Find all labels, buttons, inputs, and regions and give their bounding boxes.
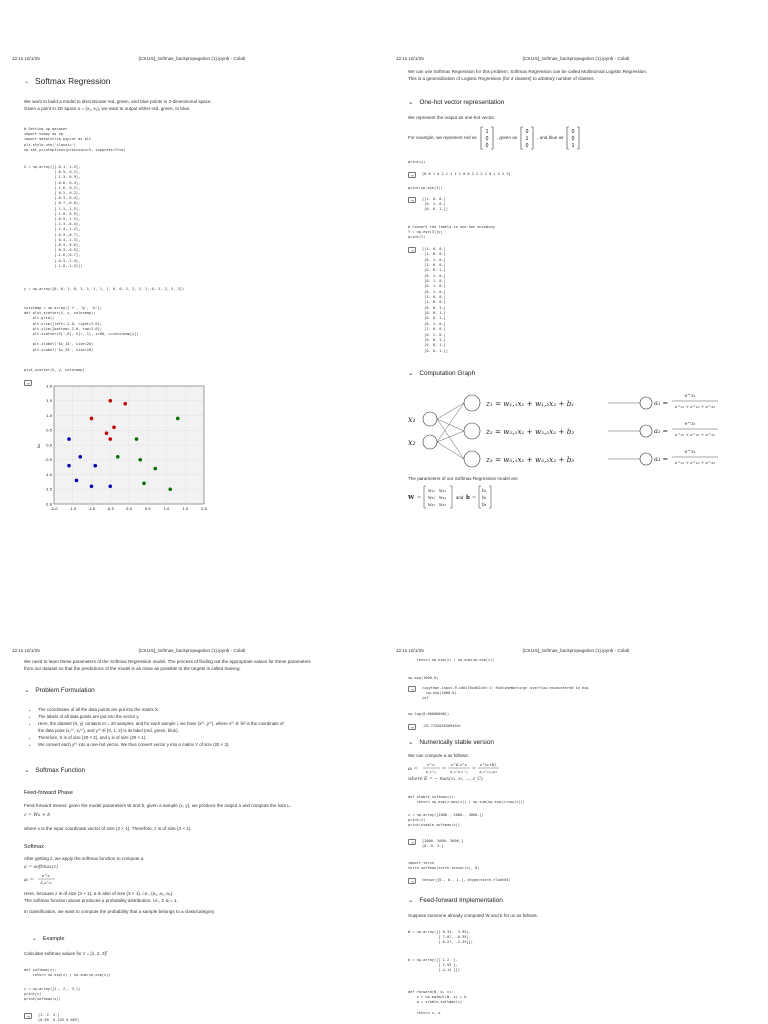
output-text: -20.72326583694641 <box>422 724 461 728</box>
section-title: Feed-forward Implementation <box>419 896 503 904</box>
intro-text <box>24 98 364 112</box>
svg-text:Σⱼ e^(zⱼ+K): Σⱼ e^(zⱼ+K) <box>479 770 497 774</box>
svg-text:Σⱼ e^zⱼ: Σⱼ e^zⱼ <box>425 770 437 774</box>
svg-text:=: = <box>442 766 447 772</box>
z-equations <box>485 399 574 464</box>
data-point <box>168 487 172 491</box>
svg-text:e^K e^zᵢ: e^K e^zᵢ <box>450 763 468 767</box>
x-tick-label: -1.0 <box>87 507 96 511</box>
section-title: Computation Graph <box>419 369 476 377</box>
svg-text:w₃₂: w₃₂ <box>439 502 446 507</box>
code-cell-plot-fn[interactable]: colormap = np.array(['r', 'g', 'b']) def plot_scatter(X, y, colormap): plt.grid() plt.xlim([left=-2.0, right=2.0]) plt.ylim([bottom=-2.0, top=2.0]) plt.scatter(X[:,0], X[:, 1], s=80, c=colormap[y]) plt.xlabel('$x_1$', size=20) plt.ylabel('$x_2$', size=20) <box>24 306 139 352</box>
svg-text:e^z₁ + e^z₂ + e^z₃: e^z₁ + e^z₂ + e^z₃ <box>674 404 716 409</box>
print-datetime: 12:11 16/1/25 <box>396 56 424 61</box>
code-stable-softmax[interactable]: def stable_softmax(z): return np.exp(z-max(z)) / np.sum(np.exp(z-max(z))) <box>408 795 525 805</box>
stable-text: We can compute a as follows: <box>408 753 469 758</box>
code-exp-1000[interactable]: np.exp(1000.0) <box>408 676 439 680</box>
chevron-down-icon[interactable]: ⌄ <box>24 767 30 774</box>
output-text: [1000. 2000. 3000.] [0. 0. 1.] <box>422 839 464 849</box>
svg-text:e^z₃: e^z₃ <box>684 450 696 455</box>
chevron-down-icon[interactable]: ⌄ <box>408 739 414 746</box>
svg-text:Σⱼ e^K e^zⱼ: Σⱼ e^K e^zⱼ <box>449 770 469 774</box>
intro-text <box>408 68 758 82</box>
page-3 <box>0 512 384 1024</box>
print-header <box>396 56 756 61</box>
svg-text:e^z₁ + e^z₂ + e^z₃: e^z₁ + e^z₂ + e^z₃ <box>674 460 716 465</box>
svg-text:b₁: b₁ <box>482 488 487 493</box>
print-header <box>12 56 372 61</box>
section-title: Problem Formulation <box>35 686 95 694</box>
list-item: • We convert each y⁽ⁱ⁾ into a one-hot vector. We thus convert vector y into a matrix Y of size (20 × 3). <box>38 741 374 748</box>
svg-text:b₂: b₂ <box>482 495 487 500</box>
svg-text:e^z₁: e^z₁ <box>684 394 696 399</box>
svg-text:=: = <box>472 495 477 501</box>
output-text: tensor([0., 0., 1.], dtype=torch.float64) <box>422 878 511 882</box>
para-2: from our dataset so that the predictions of the model is as close as possible to the targets is called training. <box>24 666 241 672</box>
params-text: The parameters of our Softmax Regression model are <box>408 476 518 481</box>
y-tick-label: 0.0 <box>46 443 52 448</box>
output-node-1 <box>640 397 652 409</box>
svg-text:w₁₂: w₁₂ <box>439 488 446 493</box>
data-point <box>105 431 109 435</box>
x-tick-label: -0.5 <box>106 507 114 511</box>
list-item: • The labels of all data points are put into the vector y. <box>38 713 374 720</box>
computation-graph-diagram <box>408 385 728 467</box>
x-tick-label: -2.0 <box>50 507 58 511</box>
example-text-a: For example, we represent red as <box>408 135 477 141</box>
para-3: We represent the output as one-hot vector. <box>408 115 495 120</box>
para-1: We need to learn these parameters of the Softmax Regression model. The process of finding out the appropriate values for these parameters <box>24 659 311 664</box>
section-title: Example <box>42 936 65 942</box>
section-computation-graph[interactable] <box>408 369 475 377</box>
output-text: [[1. 0. 0.] [0. 1. 0.] [0. 0. 1.]] <box>422 197 448 212</box>
one-hot-example <box>408 126 580 150</box>
data-point <box>138 458 142 462</box>
svg-text:z₃ = w₃,₁x₁ + w₃,₂x₂ + b₃: z₃ = w₃,₁x₁ + w₃,₂x₂ + b₃ <box>486 455 575 464</box>
chevron-down-icon[interactable]: ⌄ <box>32 936 37 942</box>
list-item-text-cont: the data point (x₁⁽ⁱ⁾, x₂⁽ⁱ⁾), and y⁽ⁱ⁾ ∈ {0, 1, 2} is its label (red, green, blue). <box>38 728 179 733</box>
svg-text:0: 0 <box>525 129 529 135</box>
section-title: Softmax Regression <box>35 76 111 86</box>
data-point <box>116 455 120 459</box>
data-point <box>78 455 82 459</box>
svg-text:and: and <box>456 495 464 500</box>
blue-onehot-vector <box>566 126 580 150</box>
code-softmax-def[interactable]: def softmax(z): return np.exp(z) / np.sum(np.exp(z)) <box>24 968 111 978</box>
code-onehot[interactable]: # Convert the labels to one-hot encoding Y = np.eye(3)[y] print(Y) <box>408 225 495 240</box>
formulation-list <box>24 706 374 748</box>
chevron-down-icon[interactable]: ⌄ <box>408 370 414 377</box>
svg-text:0: 0 <box>572 129 575 135</box>
output-print-eye <box>408 197 448 213</box>
svg-text:w₂₂: w₂₂ <box>439 495 446 500</box>
output-node-2 <box>640 425 652 437</box>
data-point <box>67 437 71 441</box>
input-x2-label: x₂ <box>408 438 416 447</box>
section-one-hot[interactable] <box>408 98 504 106</box>
data-point <box>153 467 157 471</box>
data-point <box>108 437 112 441</box>
size-text: where x is the input coordinate vector of size (2 × 1). Therefore, z is of size (3 × 1). <box>24 826 192 831</box>
print-header <box>396 648 756 653</box>
data-point <box>135 437 139 441</box>
svg-text:=: = <box>472 766 477 772</box>
x-tick-label: 1.5 <box>182 507 189 511</box>
para-7: The softmax function above produces a probability distribution, i.e., Σ aᵢ = 1. <box>24 898 178 904</box>
example-text-b: , green as <box>496 135 518 141</box>
stable-softmax-formula <box>408 761 538 775</box>
svg-text:z₂ = w₂,₁x₁ + w₂,₂x₂ + b₂: z₂ = w₂,₁x₁ + w₂,₂x₂ + b₂ <box>486 427 575 436</box>
section-problem-formulation[interactable] <box>24 686 95 694</box>
section-softmax-function[interactable] <box>24 766 85 774</box>
scatter-chart <box>32 380 212 526</box>
input-x1-label: x₁ <box>408 415 416 424</box>
svg-text:aᵢ =: aᵢ = <box>24 877 34 883</box>
code-W[interactable]: W = np.array([[ 0.31, 3.95], [ 7.07, -0.35], [-6.27, -2.33]]) <box>408 930 473 945</box>
output-exp-1000 <box>408 686 589 702</box>
red-onehot-vector <box>480 126 494 150</box>
x-tick-label: -1.5 <box>69 507 77 511</box>
y-tick-label: 1.5 <box>46 399 52 404</box>
data-point <box>123 402 127 406</box>
list-item: • The coordinates of all the data points are put into the matrix X. <box>38 706 374 713</box>
feedforward-text: Feed-forward means: given the model parameters W and b, given a sample (x, y), we produce the output a and compute the loss L. <box>24 803 292 808</box>
page-2 <box>384 0 768 512</box>
chevron-down-icon[interactable]: ⌄ <box>24 78 30 85</box>
feedforward-text: Suppose someone already computed W and b for us as follows. <box>408 913 538 918</box>
equation-a: a = softmax(z) <box>24 865 58 870</box>
print-datetime: 12:11 16/1/25 <box>12 56 40 61</box>
output-text: [[1. 0. 0.] [1. 0. 0.] [0. 1. 0.] [1. 0. 0.] [0. 0. 1.] [0. 1. 0.] [0. 1. 0.] [0. 1. 0.] [0. 1. 0.] [1. 0. 0.] [1. 0. 0.] [0. 0. 1.] [0. 0. 1.] [0. 0. 1.] [0. 1. 0.] [1. 0. 0.] [0. 1. 0.] [0. 0. 1.] [0. 0. 1.] [0. 0. 1.]] <box>422 247 448 353</box>
data-point <box>108 399 112 403</box>
y-tick-label: -1.5 <box>44 487 52 492</box>
data-point <box>67 464 71 468</box>
data-point <box>108 485 112 489</box>
output-toggle-icon[interactable]: ⇥ <box>408 878 416 884</box>
code-forward[interactable]: def forward(W, b, x): z = np.matmul(W, x) + b a = stable_softmax(z) return z, a <box>408 990 467 1015</box>
print-datetime: 12:11 16/1/25 <box>12 648 40 653</box>
chevron-down-icon[interactable]: ⌄ <box>408 897 414 904</box>
output-stable <box>408 839 463 849</box>
example-text-c: , and blue as <box>537 135 564 141</box>
section-title: Softmax Function <box>35 766 86 774</box>
section-title: One-hot vector representation <box>419 98 505 106</box>
section-example[interactable] <box>32 936 64 942</box>
code-cell-setup[interactable]: # Setting up dataset import numpy as np import matplotlib.pyplot as plt plt.style.use('classic') np.set_printoptions(precision=3, suppress=True) <box>24 127 126 152</box>
para-1: We can use Softmax Regression for this problem. Softmax Regression can be called Multinomial Logistic Regression. <box>408 69 648 74</box>
parameter-matrices <box>408 484 518 510</box>
output-node-3 <box>640 453 652 465</box>
data-point <box>75 479 79 483</box>
code-torch[interactable]: import torch torch.softmax(torch.tensor(z), 0) <box>408 861 480 871</box>
code-log[interactable]: np.log(0.000000001) <box>408 712 450 716</box>
subsection-softmax: Softmax <box>24 844 44 850</box>
code-b[interactable]: b = np.array([[ 1.2 ], [ 2.93 ], [-4.14 ]]) <box>408 958 460 973</box>
page-4 <box>384 512 768 1024</box>
svg-text:e^(zᵢ+K): e^(zᵢ+K) <box>480 763 496 767</box>
data-point <box>112 426 116 430</box>
y-tick-label: 1.0 <box>46 413 52 418</box>
svg-text:Σⱼ e^zⱼ: Σⱼ e^zⱼ <box>40 881 52 885</box>
softmax-explain <box>24 890 374 916</box>
output-torch <box>408 878 511 884</box>
code-cell-y[interactable]: y = np.array([0, 0, 1, 0, 2, 1, 1, 1, 1, 0, 0, 2, 2, 2, 1, 0, 1, 2, 2, 2]) <box>24 287 185 291</box>
output-toggle-icon[interactable]: ⇥ <box>408 172 416 178</box>
chevron-down-icon[interactable]: ⌄ <box>408 99 414 106</box>
section-softmax-regression[interactable] <box>24 76 110 86</box>
svg-text:a₂ =: a₂ = <box>654 427 668 435</box>
output-text: [1. 2. 3.] [0.09 0.245 0.665] <box>38 1013 80 1023</box>
svg-text:1: 1 <box>572 143 575 149</box>
svg-text:w₂₁: w₂₁ <box>428 495 435 500</box>
example-text: Calculate softmax values for z = [1, 2, 3]ᵀ <box>24 951 108 956</box>
softmax-formula <box>24 872 64 886</box>
svg-text:e^z₂: e^z₂ <box>684 422 696 427</box>
x-tick-label: 1.0 <box>163 507 170 511</box>
input-node-x2 <box>423 435 437 449</box>
code-return-line[interactable]: return np.exp(z) / np.sum(np.exp(z)) <box>408 658 495 662</box>
input-node-x1 <box>423 412 437 426</box>
list-item <box>38 720 374 734</box>
print-title: [CS115]_softmax_backpropagation (1).ipynb - Colab <box>138 648 246 653</box>
y-tick-labels <box>45 384 53 506</box>
chevron-down-icon[interactable]: ⌄ <box>24 687 30 694</box>
intro-line-2: Given a point in 2D space x = (x₁, x₂), we want to output either red, green, or blue. <box>24 106 191 112</box>
subsection-feedforward: Feed-forward Phase <box>24 790 73 796</box>
code-stable-call[interactable]: z = np.array([1000., 2000., 3000.]) print(z) print(stable_softmax(z)) <box>408 813 484 828</box>
code-softmax-call[interactable]: z = np.array([1., 2., 3.]) print(z) print(softmax(z)) <box>24 987 81 1002</box>
output-toggle-icon[interactable]: ⇥ <box>408 197 416 203</box>
svg-text:e^zᵢ: e^zᵢ <box>41 873 51 878</box>
y-tick-label: -0.5 <box>44 458 52 463</box>
code-print-eye[interactable]: print(np.eye(3)) <box>408 186 443 190</box>
para-2: This is a generalization of Logistic Regression (for 2 classes) to arbitrary number of classes. <box>408 76 595 82</box>
para-6: Here, because z is of size (3 × 1), a is also of size (3 × 1), i.e., (a₁, a₂, a₃). <box>24 891 174 896</box>
output-toggle-icon[interactable]: ⇥ <box>24 1013 32 1019</box>
section-title: Numerically stable version <box>419 738 494 746</box>
output-toggle-icon[interactable]: ⇥ <box>408 839 416 845</box>
svg-text:z₁ = w₁,₁x₁ + w₁,₂x₂ + b₁: z₁ = w₁,₁x₁ + w₁,₂x₂ + b₁ <box>486 399 575 408</box>
y-tick-label: 2.0 <box>46 384 52 389</box>
training-text <box>24 658 374 672</box>
output-toggle-icon[interactable]: ⇥ <box>24 380 32 386</box>
page-1 <box>0 0 384 512</box>
print-title: [CS115]_softmax_backpropagation (1).ipynb - Colab <box>522 56 630 61</box>
hidden-node-3 <box>464 451 480 467</box>
data-point <box>176 417 180 421</box>
svg-text:e^z₁ + e^z₂ + e^z₃: e^z₁ + e^z₂ + e^z₃ <box>674 432 716 437</box>
x-tick-label: 0.0 <box>126 507 132 511</box>
y-axis-label: x₂ <box>36 443 42 449</box>
output-log <box>408 724 461 730</box>
svg-text:0: 0 <box>525 143 529 149</box>
output-toggle-icon[interactable]: ⇥ <box>408 724 416 730</box>
print-title: [CS115]_softmax_backpropagation (1).ipynb - Colab <box>522 648 630 653</box>
y-tick-label: 0.5 <box>46 428 52 433</box>
output-toggle-icon[interactable]: ⇥ <box>408 247 416 253</box>
code-print-y[interactable]: print(y) <box>408 160 426 164</box>
y-tick-label: -2.0 <box>44 502 52 507</box>
svg-text:b: b <box>466 495 470 501</box>
hidden-node-2 <box>464 423 480 439</box>
x-tick-label: 2.0 <box>201 507 207 511</box>
hidden-node-1 <box>464 395 480 411</box>
svg-text:aᵢ =: aᵢ = <box>408 766 418 772</box>
svg-text:w₃₁: w₃₁ <box>428 502 435 507</box>
green-onehot-vector <box>520 126 534 150</box>
svg-text:=: = <box>417 495 422 501</box>
svg-text:0: 0 <box>485 136 489 142</box>
svg-text:a₁ =: a₁ = <box>654 399 668 407</box>
svg-text:a₃ =: a₃ = <box>654 455 668 463</box>
svg-text:w₁₁: w₁₁ <box>428 488 435 493</box>
code-cell-plot-call[interactable]: plot_scatter(X, y, colormap) <box>24 368 85 372</box>
data-point <box>142 482 146 486</box>
svg-text:W: W <box>408 495 415 501</box>
y-tick-label: -1.0 <box>44 472 52 477</box>
intro-line-1: We want to build a model to discriminate red, green, and blue points in 2-dimensional space. <box>24 99 212 104</box>
x-tick-label: 0.5 <box>144 507 151 511</box>
svg-text:1: 1 <box>525 136 529 142</box>
output-text: [0 0 1 0 2 1 1 1 1 0 0 2 2 2 1 0 1 2 2 2] <box>422 172 511 176</box>
print-header <box>12 648 372 653</box>
svg-text:1: 1 <box>485 129 489 135</box>
section-numerically-stable[interactable] <box>408 738 494 746</box>
print-datetime: 12:11 16/1/25 <box>396 648 424 653</box>
para-8: In classification, we want to compute the probability that a sample belongs to a class/category. <box>24 909 216 915</box>
data-point <box>90 417 94 421</box>
data-point <box>93 464 97 468</box>
print-title: [CS115]_softmax_backpropagation (1).ipynb - Colab <box>138 56 246 61</box>
output-softmax <box>24 1013 79 1023</box>
svg-text:e^zᵢ: e^zᵢ <box>427 763 435 767</box>
output-text: <ipython-input-9-cd6c76ca62c6>:1: RuntimeWarning: overflow encountered in exp np.exp(1000.0) inf <box>422 686 589 701</box>
softmax-text: After getting z, we apply the softmax function to compute a. <box>24 856 145 861</box>
x-tick-labels <box>50 507 207 511</box>
svg-text:0: 0 <box>572 136 575 142</box>
svg-text:0: 0 <box>485 143 489 149</box>
k-definition: where K = − max(z₁, z₂, ..., z_C) <box>408 777 483 782</box>
output-print-y <box>408 172 511 178</box>
code-cell-X[interactable]: X = np.array([[-0.1, 1.4], [-0.5, 0.2], [ 1.3, 0.9], [-0.6, 0.4], [-1.6, 0.2], [ 0.2, 0.2], [-0.3,-0.4], [ 0.7,-0.8], [ 1.1,-1.5], [-1.0, 0.9], [-0.5, 1.5], [-1.3,-0.4], [-1.4,-1.2], [-0.9,-0.7], [ 0.4,-1.3], [-0.4, 0.6], [ 0.3,-0.5], [-1.6,-0.7], [-0.5,-1.4], [-1.0,-1.4]]) <box>24 165 83 268</box>
data-point <box>90 485 94 489</box>
list-item: • Therefore, X is of size (20 × 2), and y is of size (20 × 1). <box>38 734 374 741</box>
list-item-text: Here, the dataset (X, y) contains m = 20 samples, and for each sample i, we have (x⁽ⁱ⁾, y⁽ⁱ⁾), where x⁽ⁱ⁾ ∈ ℝ² is the coordinate of <box>38 721 284 726</box>
equation-z: z = Wx + b <box>24 813 51 818</box>
output-onehot <box>408 247 448 354</box>
section-feedforward-impl[interactable] <box>408 896 503 904</box>
a-equations <box>654 392 718 465</box>
output-toggle-icon[interactable]: ⇥ <box>408 686 416 692</box>
svg-text:b₃: b₃ <box>482 502 487 507</box>
